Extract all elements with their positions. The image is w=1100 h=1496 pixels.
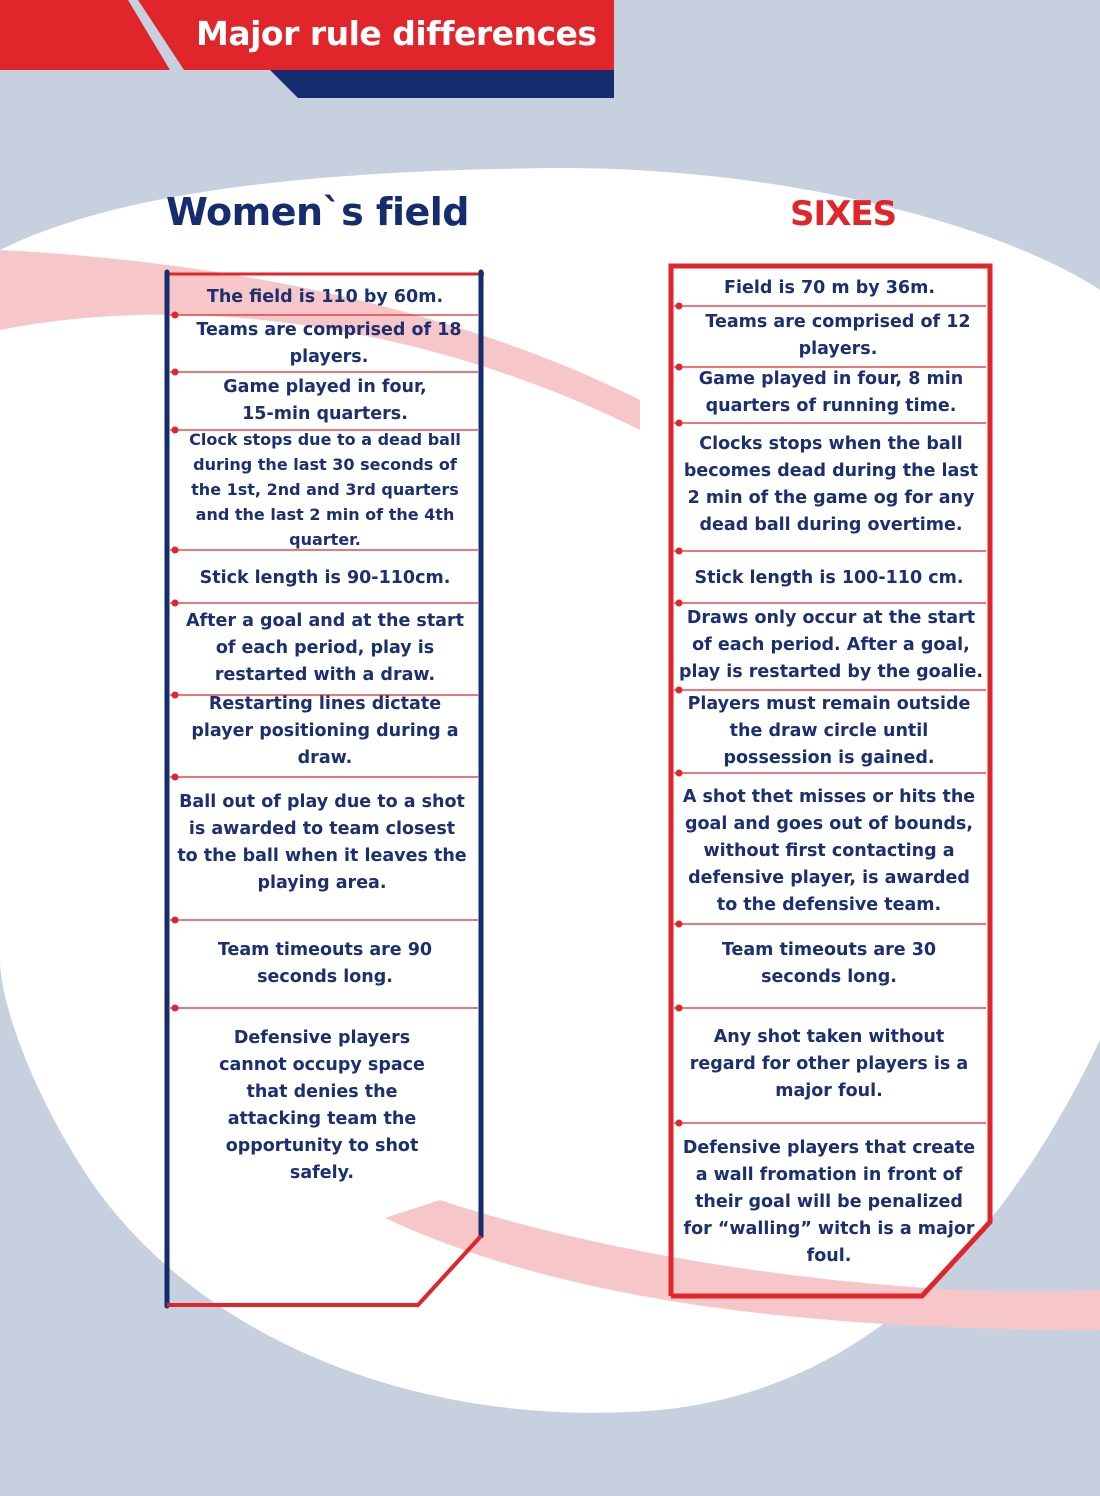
sixes-rule-major-foul-shot: Any shot taken without regard for other players is a major foul.	[689, 1026, 969, 1101]
page-title: Major rule differences	[196, 14, 597, 53]
women-rule-quarters: Game played in four, 15-min quarters.	[223, 377, 427, 424]
sixes-rule-draw-circle: Players must remain outside the draw circle until possession is gained.	[687, 693, 971, 768]
women-rule-team-size: Teams are comprised of 18 players.	[196, 319, 462, 367]
sixes-rule-timeouts: Team timeouts are 30 seconds long.	[721, 940, 937, 987]
womens-field-heading: Women`s field	[166, 190, 469, 234]
sixes-rule-clock-stops: Clocks stops when the ball becomes dead during the last 2 min of the game og for any dead ball during overtime.	[683, 434, 979, 535]
women-rule-stick-length: Stick length is 90-110cm.	[199, 567, 451, 588]
sixes-rule-shot-out-of-bounds: A shot thet misses or hits the goal and goes out of bounds, without first contacting a defensive player, is awarded to the defensive team.	[682, 786, 976, 915]
sixes-rule-quarters: Game played in four, 8 min quarters of running time.	[698, 369, 964, 416]
sixes-rule-field-size: Field is 70 m by 36m.	[724, 277, 935, 298]
sixes-rule-walling: Defensive players that create a wall fromation in front of their goal will be penalized for “walling” witch is a major foul.	[682, 1137, 976, 1266]
women-rule-ball-out-of-play: Ball out of play due to a shot is awarded to team closest to the ball when it leaves the playing area.	[177, 792, 467, 893]
women-rule-field-size: The field is 110 by 60m.	[206, 286, 444, 307]
banner-red-stripe	[0, 0, 170, 70]
women-rule-restarting-lines: Restarting lines dictate player positioning during a draw.	[191, 693, 459, 768]
sixes-rule-draws: Draws only occur at the start of each period. After a goal, play is restarted by the goalie.	[678, 607, 984, 682]
women-rule-timeouts: Team timeouts are 90 seconds long.	[217, 940, 433, 987]
banner-navy-strip	[270, 70, 614, 98]
sixes-rule-team-size: Teams are comprised of 12 players.	[705, 311, 971, 359]
women-rule-restart-draw: After a goal and at the start of each period, play is restarted with a draw.	[186, 610, 464, 685]
sixes-heading: SIXES	[790, 194, 897, 234]
sixes-rule-stick-length: Stick length is 100-110 cm.	[694, 567, 964, 588]
women-rule-defensive-space: Defensive players cannot occupy space that denies the attacking team the opportunity to shot safely.	[219, 1028, 425, 1183]
women-rule-clock-stops: Clock stops due to a dead ball during the last 30 seconds of the 1st, 2nd and 3rd quarters and the last 2 min of the 4th quarter.	[189, 429, 461, 549]
